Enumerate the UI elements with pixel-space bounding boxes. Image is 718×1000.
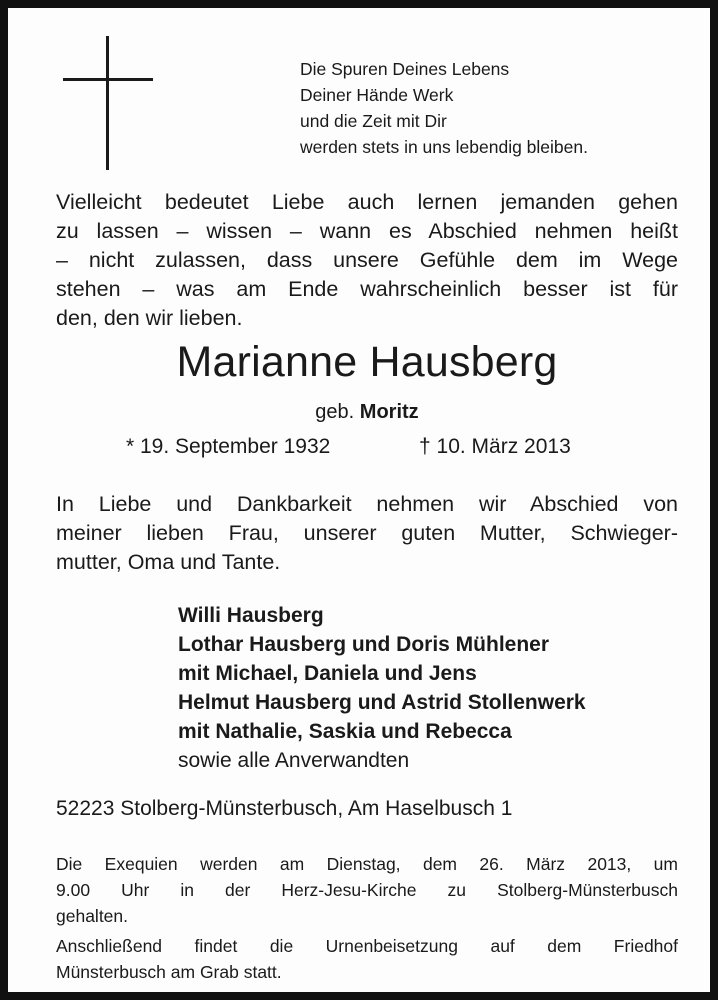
- service-line: gehalten.: [56, 906, 129, 926]
- deceased-name: Marianne Hausberg: [176, 338, 558, 386]
- death-date: † 10. März 2013: [419, 435, 571, 458]
- mourners-closing: sowie alle Anverwandten: [178, 749, 410, 772]
- quote-line: den, den wir lieben.: [56, 306, 243, 330]
- quote-line: stehen – was am Ende wahrscheinlich besser ist für: [56, 277, 678, 301]
- birth-name: Moritz: [359, 401, 419, 423]
- address: 52223 Stolberg-Münsterbusch, Am Haselbusch 1: [56, 797, 513, 820]
- poem: [300, 56, 588, 160]
- farewell-line: mutter, Oma und Tante.: [56, 550, 281, 574]
- burial-line: Münsterbusch am Grab statt.: [56, 962, 282, 982]
- quote-line: – nicht zulassen, dass unsere Gefühle dem im Wege: [56, 248, 678, 272]
- burial-paragraph: [56, 933, 678, 985]
- quote-paragraph: [56, 188, 678, 333]
- poem-line: Deiner Hände Werk: [300, 85, 454, 105]
- poem-line: werden stets in uns lebendig bleiben.: [300, 137, 588, 157]
- service-paragraph: [56, 851, 678, 929]
- service-line: 9.00 Uhr in der Herz-Jesu-Kirche zu Stolberg-Münsterbusch: [56, 880, 678, 900]
- mourner-line: mit Michael, Daniela und Jens: [178, 662, 477, 685]
- mourner-line: Willi Hausberg: [178, 604, 324, 627]
- birth-name-line: [8, 399, 718, 425]
- mourner-line: mit Nathalie, Saskia und Rebecca: [178, 720, 512, 743]
- service-line: Die Exequien werden am Dienstag, dem 26. März 2013, um: [56, 854, 678, 874]
- farewell-line: meiner lieben Frau, unserer guten Mutter, Schwieger-: [56, 521, 678, 545]
- mourners-list: [178, 601, 586, 775]
- cross-icon: [106, 36, 109, 170]
- quote-line: Vielleicht bedeutet Liebe auch lernen jemanden gehen: [56, 190, 678, 214]
- mourner-line: Lothar Hausberg und Doris Mühlener: [178, 633, 550, 656]
- cross-icon-bar: [63, 78, 153, 81]
- burial-line: Anschließend findet die Urnenbeisetzung auf dem Friedhof: [56, 936, 678, 956]
- poem-line: und die Zeit mit Dir: [300, 111, 447, 131]
- birth-prefix: geb.: [315, 401, 355, 423]
- farewell-line: In Liebe und Dankbarkeit nehmen wir Abschied von: [56, 492, 678, 516]
- birth-date: * 19. September 1932: [126, 435, 331, 458]
- quote-line: zu lassen – wissen – wann es Abschied nehmen heißt: [56, 219, 678, 243]
- farewell-paragraph: [56, 490, 678, 577]
- poem-line: Die Spuren Deines Lebens: [300, 59, 510, 79]
- mourner-line: Helmut Hausberg und Astrid Stollenwerk: [178, 691, 586, 714]
